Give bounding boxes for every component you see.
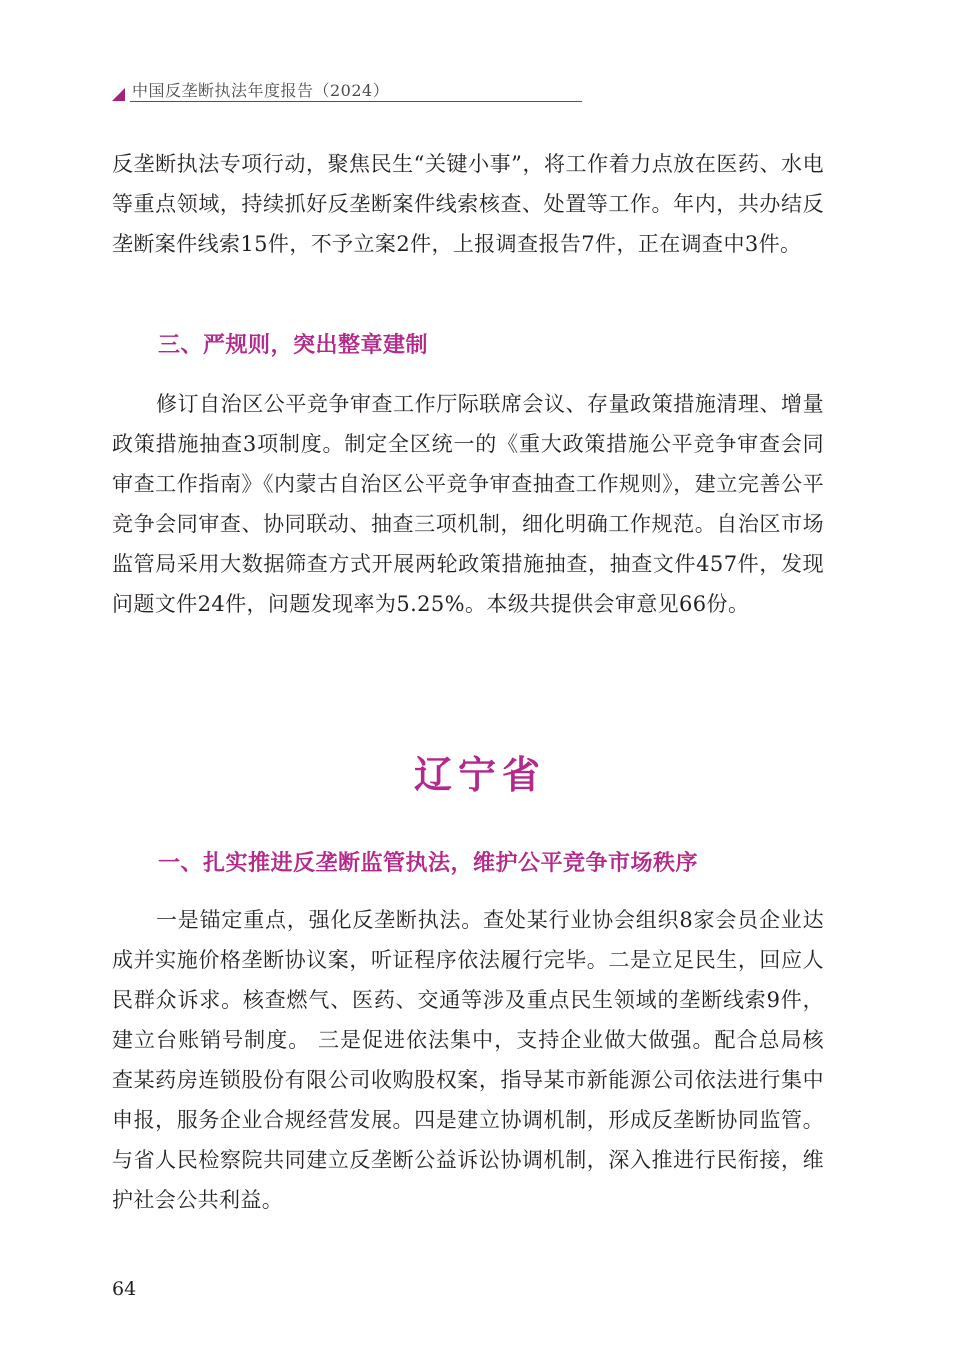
section-heading-enforcement: 一、扎实推进反垄断监管执法，维护公平竞争市场秩序: [158, 850, 699, 876]
paragraph-liaoning-enforcement: 一是锚定重点，强化反垄断执法。查处某行业协会组织8家会员企业达成并实施价格垄断协议案，听证程序依法履行完毕。二是立足民生，回应人民群众诉求。核查燃气、医药、交通等涉及重点民生领域的垄断线索9件，建立台账销号制度。 三是促进依法集中，支持企业做大做强。配合总局核查某药房连锁股份有限公司收购股权案，指导某市新能源公司依法进行集中申报，服务企业合规经营发展。四是建立协调机制，形成反垄断协同监管。与省人民检察院共同建立反垄断公益诉讼协调机制，深入推进行民衔接，维护社会公共利益。: [112, 908, 824, 1212]
header-title: 中国反垄断执法年度报告（2024）: [132, 81, 390, 100]
province-title: 辽宁省: [413, 753, 546, 797]
section-heading-rules: 三、严规则，突出整章建制: [158, 332, 429, 358]
paragraph-fair-competition-review: 修订自治区公平竞争审查工作厅际联席会议、存量政策措施清理、增量政策措施抽查3项制度。制定全区统一的《重大政策措施公平竞争审查会同审查工作指南》《内蒙古自治区公平竞争审查抽查工作规则》，建立完善公平竞争会同审查、协同联动、抽查三项机制，细化明确工作规范。自治区市场监管局采用大数据筛查方式开展两轮政策措施抽查，抽查文件457件，发现问题文件24件，问题发现率为5.25%。本级共提供会审意见66份。: [112, 392, 824, 616]
running-header: [110, 76, 582, 104]
header-rule: [130, 101, 582, 102]
page-number: 64: [112, 1278, 137, 1300]
paragraph-antimonopoly-action: 反垄断执法专项行动，聚焦民生“关键小事”，将工作着力点放在医药、水电等重点领域，持续抓好反垄断案件线索核查、处置等工作。年内，共办结反垄断案件线索15件，不予立案2件，上报调查报告7件，正在调查中3件。: [112, 152, 824, 256]
triangle-marker-icon: [112, 88, 125, 101]
